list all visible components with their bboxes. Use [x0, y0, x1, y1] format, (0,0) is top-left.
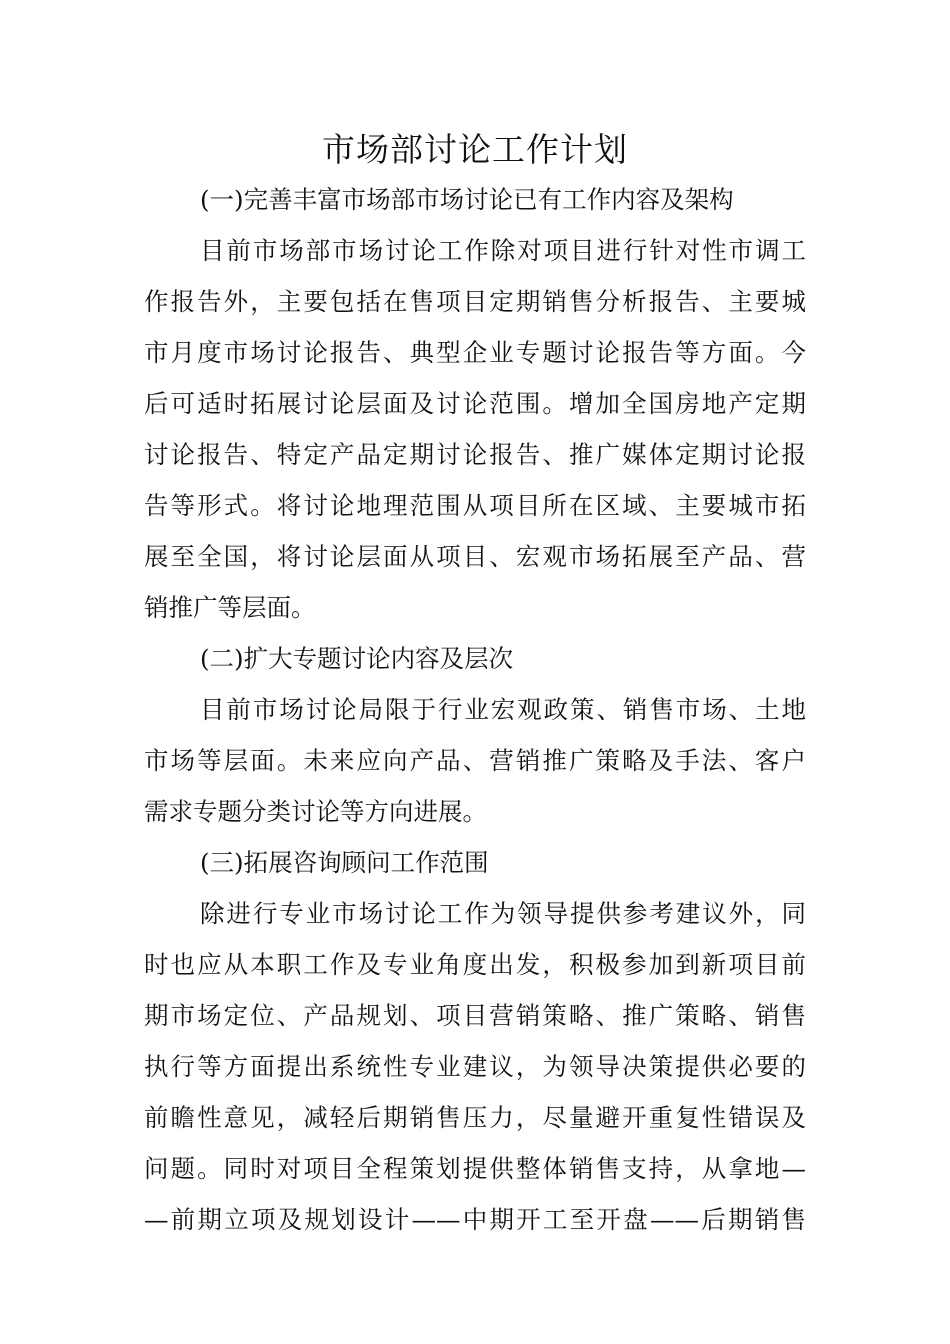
paragraph-line: 问题。同时对项目全程策划提供整体销售支持，从拿地—: [144, 1154, 806, 1183]
paragraph-line: 市月度市场讨论报告、典型企业专题讨论报告等方面。今: [144, 338, 806, 367]
paragraph-line: 讨论报告、特定产品定期讨论报告、推广媒体定期讨论报: [144, 440, 806, 469]
paragraph-line: 执行等方面提出系统性专业建议，为领导决策提供必要的: [144, 1052, 806, 1081]
paragraph-line: 展至全国，将讨论层面从项目、宏观市场拓展至产品、营: [144, 542, 806, 571]
paragraph-line: 期市场定位、产品规划、项目营销策略、推广策略、销售: [144, 1001, 806, 1030]
paragraph-line: 作报告外，主要包括在售项目定期销售分析报告、主要城: [144, 287, 806, 316]
paragraph-line: 时也应从本职工作及专业角度出发，积极参加到新项目前: [144, 950, 806, 979]
paragraph-line: 告等形式。将讨论地理范围从项目所在区域、主要城市拓: [144, 491, 806, 520]
document-title: 市场部讨论工作计划: [322, 130, 628, 169]
paragraph-line: 前瞻性意见，减轻后期销售压力，尽量避开重复性错误及: [144, 1103, 806, 1132]
paragraph-line: 需求专题分类讨论等方向进展。: [144, 797, 487, 826]
paragraph-line: —前期立项及规划设计——中期开工至开盘——后期销售: [144, 1205, 806, 1234]
section-heading-2: (二)扩大专题讨论内容及层次: [200, 644, 514, 673]
paragraph-line: 目前市场部市场讨论工作除对项目进行针对性市调工: [200, 236, 806, 265]
paragraph-line: 目前市场讨论局限于行业宏观政策、销售市场、土地: [200, 695, 806, 724]
section-heading-3: (三)拓展咨询顾问工作范围: [200, 848, 489, 877]
paragraph-line: 市场等层面。未来应向产品、营销推广策略及手法、客户: [144, 746, 806, 775]
paragraph-line: 除进行专业市场讨论工作为领导提供参考建议外，同: [200, 899, 806, 928]
paragraph-line: 后可适时拓展讨论层面及讨论范围。增加全国房地产定期: [144, 389, 806, 418]
document-body: [144, 174, 806, 1245]
paragraph-line: 销推广等层面。: [144, 593, 316, 622]
section-heading-1: (一)完善丰富市场部市场讨论已有工作内容及架构: [200, 185, 734, 214]
